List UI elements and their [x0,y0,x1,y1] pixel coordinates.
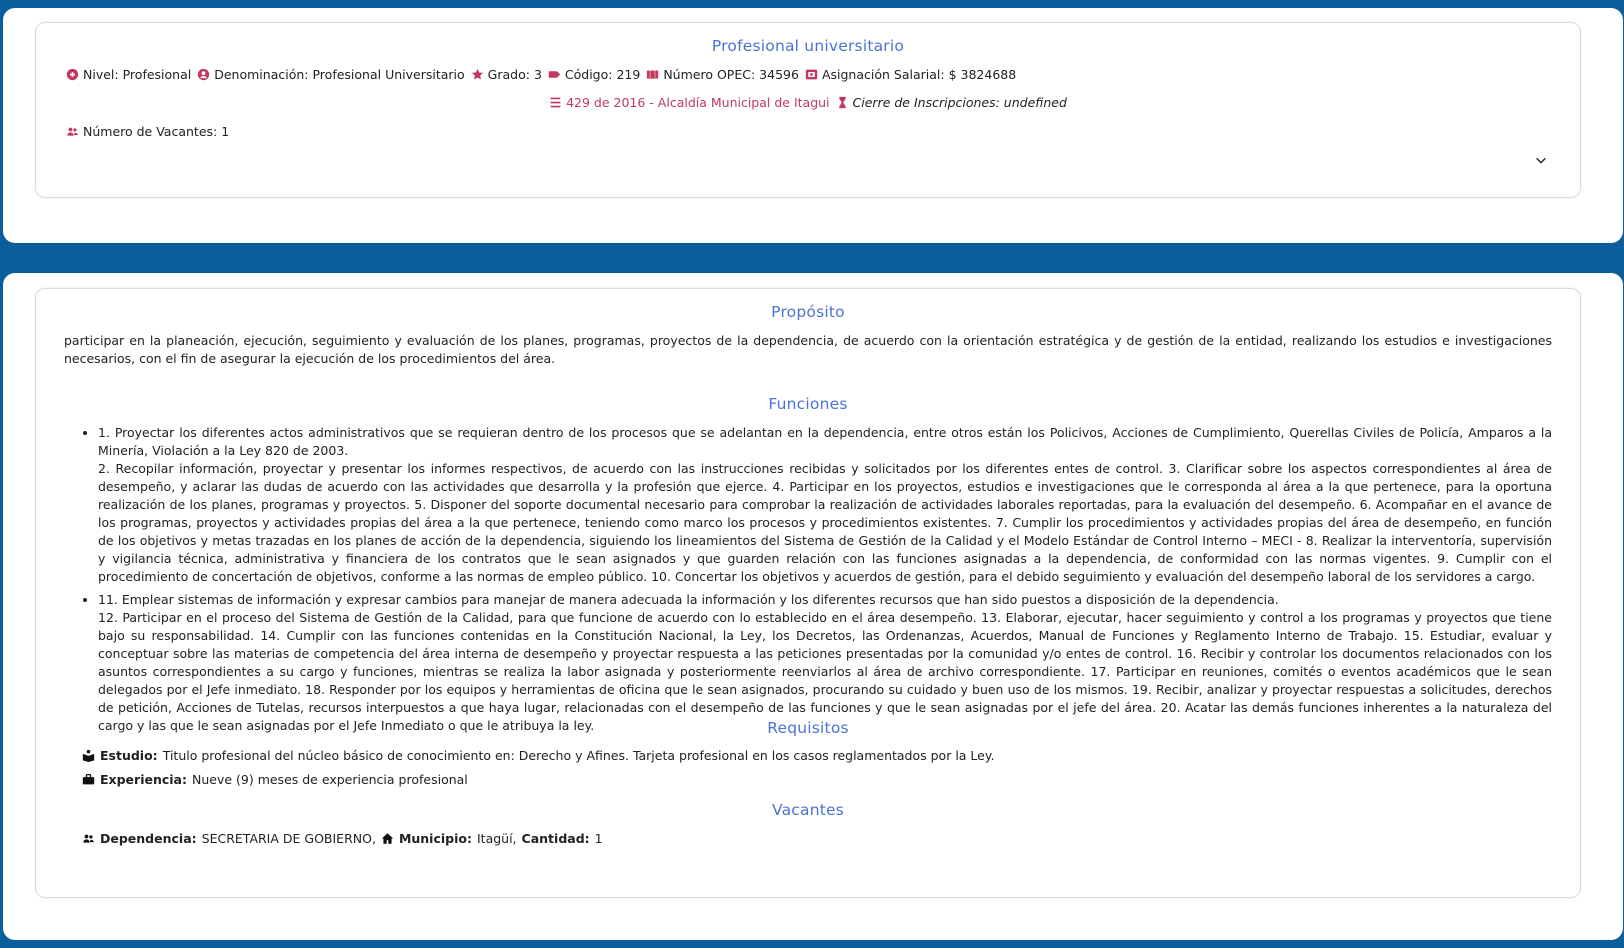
cierre-inscripciones: Cierre de Inscripciones: undefined [852,95,1067,110]
list-item [98,591,1552,735]
proposito-text: participar en la planeación, ejecución, seguimiento y evaluación de los planes, programas, proyectos de la dependencia, de acuerdo con la orientación estratégica y de gestión de la entidad, realizando los estudios e investigaciones necesarios, con el fin de asegurar la ejecución de los procedimientos del área. [64,333,1552,366]
home-icon [381,832,394,845]
vacante-row [82,831,1552,846]
opec-value: 34596 [759,67,799,82]
details-panel [3,273,1623,940]
vacantes-count-row [66,124,229,139]
list-icon [549,96,562,109]
requisitos-heading: Requisitos [767,719,849,737]
funcion-rest: 2. Recopilar información, proyectar y presentar los informes respectivos, de acuerdo con las instrucciones recibidas y solicitados por los diferentes entes de control. 3. Clarificar sobre los aspectos correspondientes al área de desempeño, y aclarar las dudas de acuerdo con las actividades que desarrolla y la profesión que ejerce. 4. Participar en los proyectos, estudios e investigaciones que le corresponda al área a la que pertenece, para la oportuna realización de los planes, programas y proyectos. 5. Disponer del soporte documental necesario para comprobar la realización de actividades laborales reportadas, para la evaluación del desempeño. 6. Acompañar en el avance de los programas, proyectos y actividades propias del área a la que pertenece, teniendo como marco los procesos y procedimientos existentes. 7. Cumplir los procedimientos y actividades propias del área de desempeño, en función de los objetivos y metas trazadas en los planes de acción de la dependencia, siguiendo los lineamientos del Sistema de Gestión de la Calidad y el Modelo Estándar de Control Interno – MECI - 8. Realizar la interventoría, supervisión y vigilancia técnica, administrativa y financiera de los contratos que le sean asignados y que guarden relación con las funciones asignadas a la dependencia, de conformidad con las normas vigentes. 9. Cumplir con el procedimiento de concertación de objetivos, conforme a las normas de empleo público. 10. Concertar los objetivos y acuerdos de gestión, para el debido seguimiento y evaluación del desempeño laboral de los servidores a cargo. [98,461,1552,584]
grado-value: 3 [533,67,542,82]
summary-panel [3,8,1623,243]
municipio-label: Municipio: [398,831,472,846]
denominacion-label: Denominación: [214,67,309,82]
proposito-heading: Propósito [771,303,845,321]
denominacion-item [197,67,464,82]
job-summary-card [35,22,1581,198]
nivel-value: Profesional [122,67,192,82]
dependencia-value: SECRETARIA DE GOBIERNO, [201,831,376,846]
job-details-card [35,288,1581,898]
cantidad-label: Cantidad: [521,831,590,846]
users-icon [82,832,95,845]
denominacion-value: Profesional Universitario [312,67,465,82]
experiencia-value: Nueve (9) meses de experiencia profesional [191,772,468,787]
dependencia-label: Dependencia: [100,831,197,846]
funcion-first: • 11. Emplear sistemas de información y expresar cambios para manejar de manera adecuada la información y los diferentes recursos que han sido puestos a disposición de la dependencia. [98,592,1279,607]
star-icon [471,68,484,81]
estudio-value: Titulo profesional del núcleo básico de conocimiento en: Derecho y Afines. Tarjeta profesional en los casos reglamentados por la Ley. [162,748,995,763]
codigo-item [548,67,640,82]
opec-item [646,67,799,82]
opec-label: Número OPEC: [663,67,756,82]
grado-item [471,67,542,82]
estudio-row [82,748,1552,763]
municipio-value: Itagüí, [476,831,517,846]
users-icon [66,125,79,138]
hourglass-icon [836,96,849,109]
job-title: Profesional universitario [711,37,905,55]
level-icon [66,68,79,81]
vacantes-value: 1 [221,124,230,139]
tag-icon [548,68,561,81]
vacantes-label: Número de Vacantes: [83,124,218,139]
nivel-label: Nivel: [83,67,119,82]
grado-label: Grado: [487,67,530,82]
ticket-icon [646,68,659,81]
list-item [98,424,1552,586]
vacantes-heading: Vacantes [771,801,845,819]
experiencia-row [82,772,1552,787]
cantidad-value: 1 [594,831,603,846]
job-attributes-row [66,67,1018,82]
money-icon [805,68,818,81]
convocatoria-row [36,95,1580,110]
codigo-value: 219 [616,67,641,82]
experiencia-label: Experiencia: [100,772,187,787]
convocatoria-link[interactable]: 429 de 2016 - Alcaldía Municipal de Itagui [566,95,830,110]
book-reader-icon [82,749,95,762]
funciones-list [64,424,1552,740]
estudio-label: Estudio: [100,748,158,763]
chevron-down-icon[interactable] [1534,153,1548,167]
salario-item [805,67,1016,82]
user-circle-icon [197,68,210,81]
funcion-first: • 1. Proyectar los diferentes actos administrativos que se requieran dentro de los procesos que se adelantan en la dependencia, entre otros están los Policivos, Acciones de Cumplimiento, Querellas Civiles de Policía, Amparos a la Minería, Violación a la Ley 820 de 2003. [98,425,1552,458]
codigo-label: Código: [564,67,613,82]
salario-value: $ 3824688 [948,67,1017,82]
funciones-heading: Funciones [768,395,848,413]
nivel-item [66,67,191,82]
salario-label: Asignación Salarial: [821,67,945,82]
briefcase-icon [82,773,95,786]
funcion-rest: 12. Participar en el proceso del Sistema de Gestión de la Calidad, para que funcione de acuerdo con lo establecido en el área desempeño. 13. Elaborar, ejecutar, hacer seguimiento y control a los programas y proyectos que tiene bajo su responsabilidad. 14. Cumplir con las funciones contenidas en la Constitución Nacional, la Ley, los Decretos, las Ordenanzas, Acuerdos, Manual de Funciones y Reglamento Interno de Trabajo. 15. Estudiar, evaluar y conceptuar sobre las materias de competencia del área interna de desempeño y proyectar respuesta a las peticiones presentadas por la comunidad y/o entes de control. 16. Recibir y controlar los documentos relacionados con los asuntos correspondientes a su cargo y funciones, mientras se realiza la labor asignada y posteriormente reenviarlos al área de archivo correspondiente. 17. Participar en reuniones, comités o eventos académicos que le sean delegados por el Jefe inmediato. 18. Responder por los equipos y herramientas de oficina que le sean asignados, procurando su cuidado y buen uso de los mismos. 19. Recibir, analizar y proyectar respuestas a solicitudes, derechos de petición, Acciones de Tutelas, recursos interpuestos a que haya lugar, relacionadas con el desempeño de las funciones y que le sean asignadas por el jefe del área. 20. Acatar las demás funciones inherentes a la naturaleza del cargo y las que le sean asignadas por el Jefe Inmediato o que le atribuya la ley. [98,610,1552,733]
